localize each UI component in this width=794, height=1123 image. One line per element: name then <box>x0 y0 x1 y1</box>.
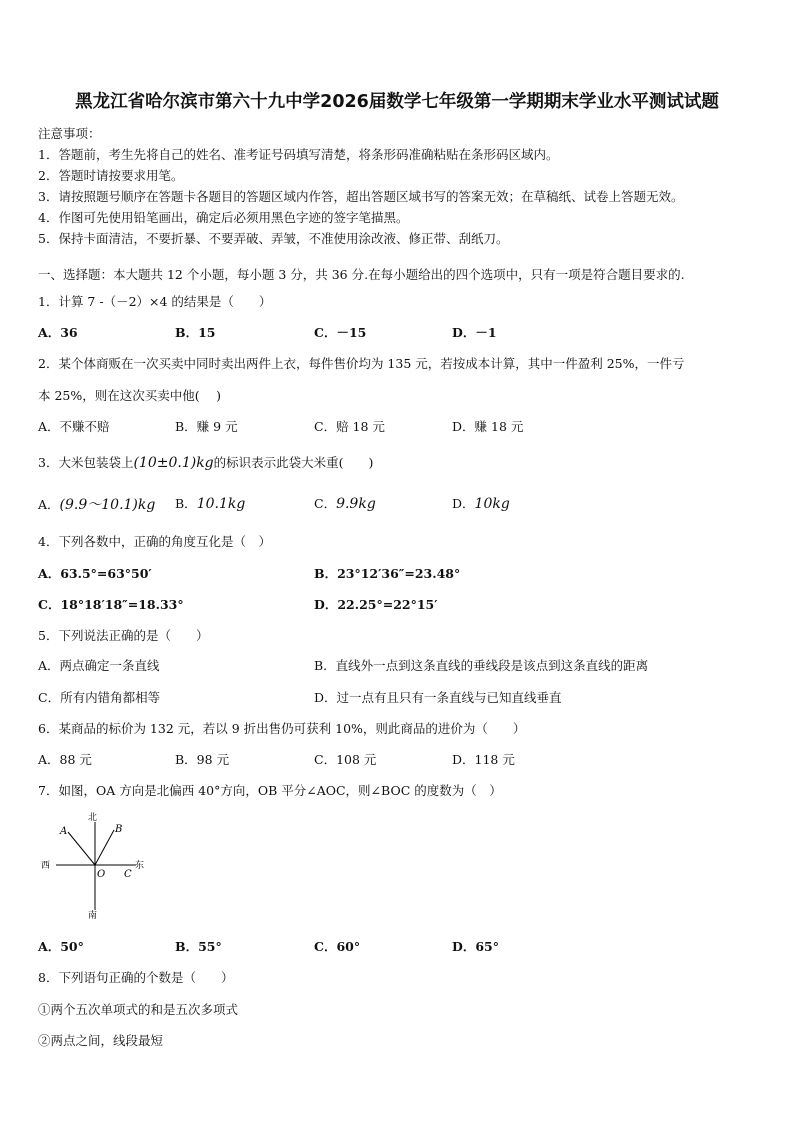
q2-option-d: D．赚 18 元 <box>452 419 524 434</box>
label-north: 北 <box>88 813 98 823</box>
q2-option-b: B．赚 9 元 <box>175 419 238 434</box>
q3-stem-prefix: 3．大米包装袋上 <box>38 455 134 470</box>
label-east: 东 <box>135 861 145 871</box>
page-title: 黑龙江省哈尔滨市第六十九中学2026届数学七年级第一学期期末学业水平测试试题 <box>75 92 719 112</box>
q4-option-a: A．63.5°=63°50′ <box>38 566 152 581</box>
q5-option-a: A．两点确定一条直线 <box>38 658 160 673</box>
q4-stem: 4．下列各数中，正确的角度互化是（ ） <box>38 534 271 549</box>
q3-option-b-label: B． <box>175 496 197 511</box>
q8-stem: 8．下列语句正确的个数是（ ） <box>38 970 234 985</box>
notice-item-2: 2．答题时请按要求用笔。 <box>38 168 184 183</box>
label-point-a: A <box>60 826 68 837</box>
q3-option-a <box>38 494 155 514</box>
q3-option-b <box>175 494 245 512</box>
q8-statement-2: ②两点之间，线段最短 <box>38 1033 164 1048</box>
label-point-b: B <box>115 824 123 835</box>
notice-item-4: 4．作图可先使用铅笔画出，确定后必须用黑色字迹的签字笔描黑。 <box>38 210 409 225</box>
q3-option-d-label: D． <box>452 496 475 511</box>
q1-option-a: A．36 <box>38 325 78 340</box>
q1-option-c: C．－15 <box>314 325 367 340</box>
notice-item-3: 3．请按照题号顺序在答题卡各题目的答题区域内作答，超出答题区域书写的答案无效；在草稿纸、试卷上答题无效。 <box>38 189 684 204</box>
q3-option-c <box>314 494 376 512</box>
label-point-o: O <box>97 869 106 880</box>
q7-option-d: D．65° <box>452 939 499 954</box>
q2-stem-line2: 本 25%，则在这次买卖中他( ) <box>38 388 221 403</box>
q7-option-a: A．50° <box>38 939 84 954</box>
q6-option-d: D．118 元 <box>452 752 515 767</box>
q7-option-b: B．55° <box>175 939 222 954</box>
q5-stem: 5．下列说法正确的是（ ） <box>38 628 209 643</box>
q1-option-d: D．－1 <box>452 325 497 340</box>
ray-ob <box>95 830 114 865</box>
notice-item-1: 1．答题前，考生先将自己的姓名、准考证号码填写清楚，将条形码准确粘贴在条形码区域内。 <box>38 147 559 162</box>
q8-statement-1: ①两个五次单项式的和是五次多项式 <box>38 1002 239 1017</box>
q5-option-c: C．所有内错角都相等 <box>38 690 161 705</box>
notice-heading: 注意事项： <box>38 126 101 141</box>
q4-option-d: D．22.25°=22°15′ <box>314 597 438 612</box>
q4-option-b: B．23°12′36″=23.48° <box>314 566 461 581</box>
q3-stem-math: (10±0.1)kg <box>133 455 214 471</box>
q3-option-a-label: A． <box>38 497 60 512</box>
section-heading: 一、选择题：本大题共 12 个小题，每小题 3 分，共 36 分.在每小题给出的四个选项中，只有一项是符合题目要求的. <box>38 267 685 282</box>
q3-option-c-math: 9.9kg <box>336 496 376 512</box>
q2-option-a: A．不赚不赔 <box>38 419 110 434</box>
q5-option-d: D．过一点有且只有一条直线与已知直线垂直 <box>314 690 562 705</box>
q3-option-d <box>452 494 510 512</box>
q3-stem <box>38 453 373 471</box>
compass-diagram <box>38 810 158 920</box>
q2-option-c: C．赔 18 元 <box>314 419 385 434</box>
q6-option-a: A．88 元 <box>38 752 92 767</box>
q6-option-c: C．108 元 <box>314 752 377 767</box>
q4-option-c: C．18°18′18″=18.33° <box>38 597 184 612</box>
label-west: 西 <box>41 861 51 871</box>
q3-option-c-label: C． <box>314 496 337 511</box>
q3-stem-suffix: 的标识表示此袋大米重( ) <box>213 455 374 470</box>
q2-stem-line1: 2．某个体商贩在一次买卖中同时卖出两件上衣，每件售价均为 135 元，若按成本计算，其中一件盈利 25%，一件亏 <box>38 356 685 371</box>
q3-option-d-math: 10kg <box>474 496 510 512</box>
label-south: 南 <box>88 911 98 920</box>
notice-item-5: 5．保持卡面清洁，不要折暴、不要弄破、弄皱，不准使用涂改液、修正带、刮纸刀。 <box>38 231 509 246</box>
q6-option-b: B．98 元 <box>175 752 230 767</box>
q3-option-b-math: 10.1kg <box>196 496 246 512</box>
q1-stem: 1．计算 7 -（－2）×4 的结果是（ ） <box>38 294 272 309</box>
q3-option-a-math: (9.9～10.1)kg <box>59 497 156 513</box>
q6-stem: 6．某商品的标价为 132 元，若以 9 折出售仍可获利 10%，则此商品的进价为（ ） <box>38 721 526 736</box>
q1-option-b: B．15 <box>175 325 216 340</box>
q5-option-b: B．直线外一点到这条直线的垂线段是该点到这条直线的距离 <box>314 658 649 673</box>
q7-stem: 7．如图，OA 方向是北偏西 40°方向，OB 平分∠AOC，则∠BOC 的度数为（ ） <box>38 783 502 798</box>
q7-option-c: C．60° <box>314 939 361 954</box>
ray-oa <box>68 832 95 865</box>
label-point-c: C <box>124 869 132 880</box>
